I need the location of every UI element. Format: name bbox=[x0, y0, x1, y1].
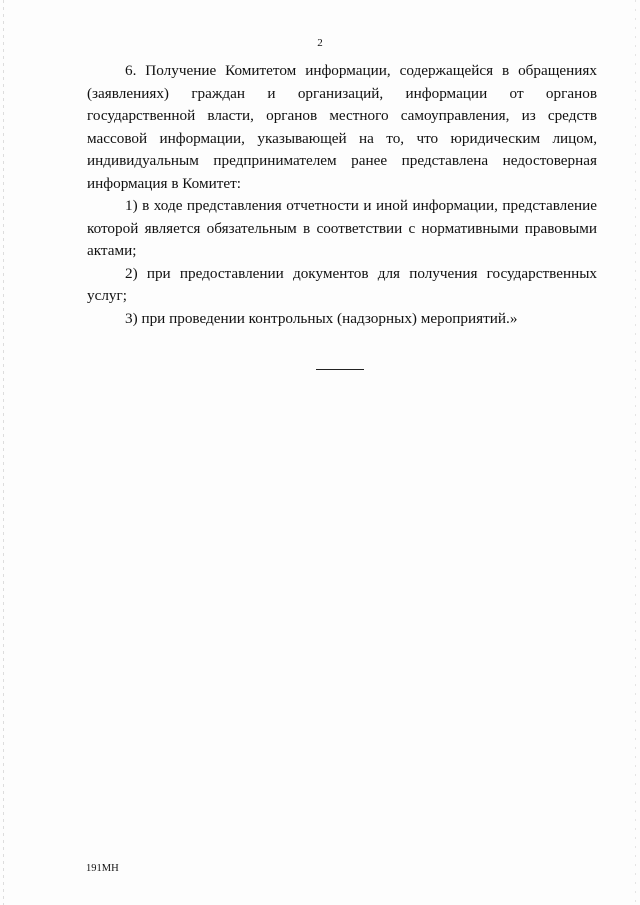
end-divider-line bbox=[316, 369, 364, 370]
scan-edge-left bbox=[3, 0, 4, 905]
document-body bbox=[87, 60, 597, 330]
paragraph-subitem-2: 2) при предоставлении документов для получения государственных услуг; bbox=[87, 264, 597, 304]
paragraph-subitem-3: 3) при проведении контрольных (надзорных) мероприятий.» bbox=[125, 309, 518, 327]
scan-edge-right bbox=[635, 0, 636, 905]
page-number: 2 bbox=[317, 37, 323, 49]
paragraph-item-6: 6. Получение Комитетом информации, содержащейся в обращениях (заявлениях) граждан и организаций, информации от органов государственной власти, органов местного самоуправления, из средств массовой информации, указывающей на то, что юридическим лицом, индивидуальным предпринимателем ранее представлена недостоверная информация в Комитет: bbox=[87, 62, 597, 192]
paragraph-subitem-1: 1) в ходе представления отчетности и иной информации, представление которой является обязательным в соответствии с нормативными правовыми актами; bbox=[87, 197, 597, 259]
document-code: 191МН bbox=[86, 863, 119, 874]
